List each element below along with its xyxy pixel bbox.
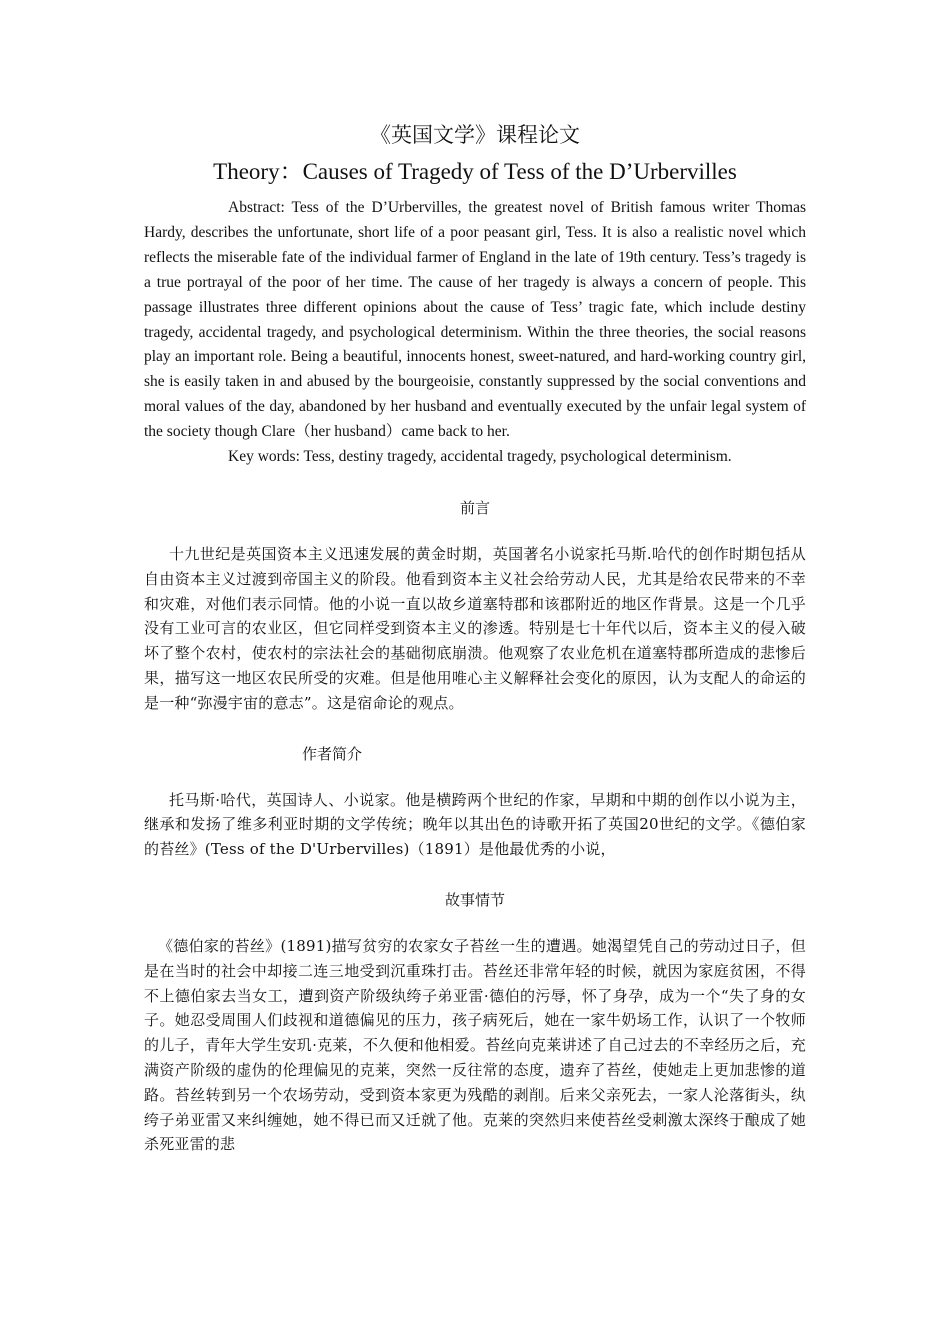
spacer: [144, 470, 806, 496]
spacer: [144, 766, 806, 788]
spacer: [144, 716, 806, 742]
spacer: [144, 520, 806, 542]
keywords-line: Key words: Tess, destiny tragedy, accidental tragedy, psychological determinism.: [228, 448, 732, 466]
section-heading-plot: 故事情节: [444, 890, 505, 909]
spacer: [144, 862, 806, 888]
preface-paragraph: 十九世纪是英国资本主义迅速发展的黄金时期，英国著名小说家托马斯.哈代的创作时期包括从自由资本主义过渡到帝国主义的阶段。他看到资本主义社会给劳动人民，尤其是给农民带来的不幸和灾难，对他们表示同情。他的小说一直以故乡道塞特郡和该郡附近的地区作背景。这是一个几乎没有工业可言的农业区，但它同样受到资本主义的渗透。特别是七十年代以后，资本主义的侵入破坏了整个农村，使农村的宗法社会的基础彻底崩溃。他观察了农业危机在道塞特郡所造成的悲惨后果，描写这一地区农民所受的灾难。但是他用唯心主义解释社会变化的原因，认为支配人的命运的是一种“弥漫宇宙的意志”。这是宿命论的观点。: [144, 544, 806, 712]
paper-title: Theory：Causes of Tragedy of Tess of the D’Urbervilles: [213, 159, 737, 184]
abstract-paragraph: Abstract: Tess of the D’Urbervilles, the greatest novel of British famous writer Thomas Hardy, describes the unfortunate, short life of a poor peasant girl, Tess. It is also a realistic novel which reflects the miserable fate of the individual farmer of England in the late of 19th century. Tess’s tragedy is a true portrayal of the poor of her time. The cause of her tragedy is always a concern of people. This passage illustrates three different opinions about the cause of Tess’ tragic fate, which include destiny tragedy, accidental tragedy, and psychological determinism. Within the three theories, the social reasons play an important role. Being a beautiful, innocents honest, sweet-natured, and hard-working country girl, she is easily taken in and abused by the bourgeoisie, constantly suppressed by the social conventions and moral values of the day, abandoned by her husband and eventually executed by the unfair legal system of the society though Clare（her husband）came back to her.: [144, 199, 806, 441]
document-body: [144, 118, 806, 1157]
author-paragraph: 托马斯·哈代，英国诗人、小说家。他是横跨两个世纪的作家，早期和中期的创作以小说为主，继承和发扬了维多利亚时期的文学传统；晚年以其出色的诗歌开拓了英国20世纪的文学。《德伯家的苔丝》(Tess of the D'Urbervilles)（1891）是他最优秀的小说，: [144, 790, 806, 859]
section-heading-preface: 前言: [459, 498, 490, 517]
course-title: 《英国文学》课程论文: [370, 123, 580, 147]
section-heading-author: 作者简介: [302, 744, 363, 763]
plot-paragraph: 《德伯家的苔丝》(1891)描写贫穷的农家女子苔丝一生的遭遇。她渴望凭自己的劳动过日子，但是在当时的社会中却接二连三地受到沉重珠打击。苔丝还非常年轻的时候，就因为家庭贫困，不得不上德伯家去当女工，遭到资产阶级纨绔子弟亚雷·德伯的污辱，怀了身孕，成为一个“失了身的女子。她忍受周围人们歧视和道德偏见的压力，孩子病死后，她在一家牛奶场工作，认识了一个牧师的儿子，青年大学生安玑·克莱，不久便和他相爱。苔丝向克莱讲述了自己过去的不幸经历之后，充满资产阶级的虚伪的伦理偏见的克莱，突然一反往常的态度，遗弃了苔丝，使她走上更加悲惨的道路。苔丝转到另一个农场劳动，受到资本家更为残酷的剥削。后来父亲死去，一家人沦落街头，纨绔子弟亚雷又来纠缠她，她不得已而又迁就了他。克莱的突然归来使苔丝受刺激太深终于酿成了她杀死亚雷的悲: [144, 936, 806, 1154]
spacer: [144, 912, 806, 934]
